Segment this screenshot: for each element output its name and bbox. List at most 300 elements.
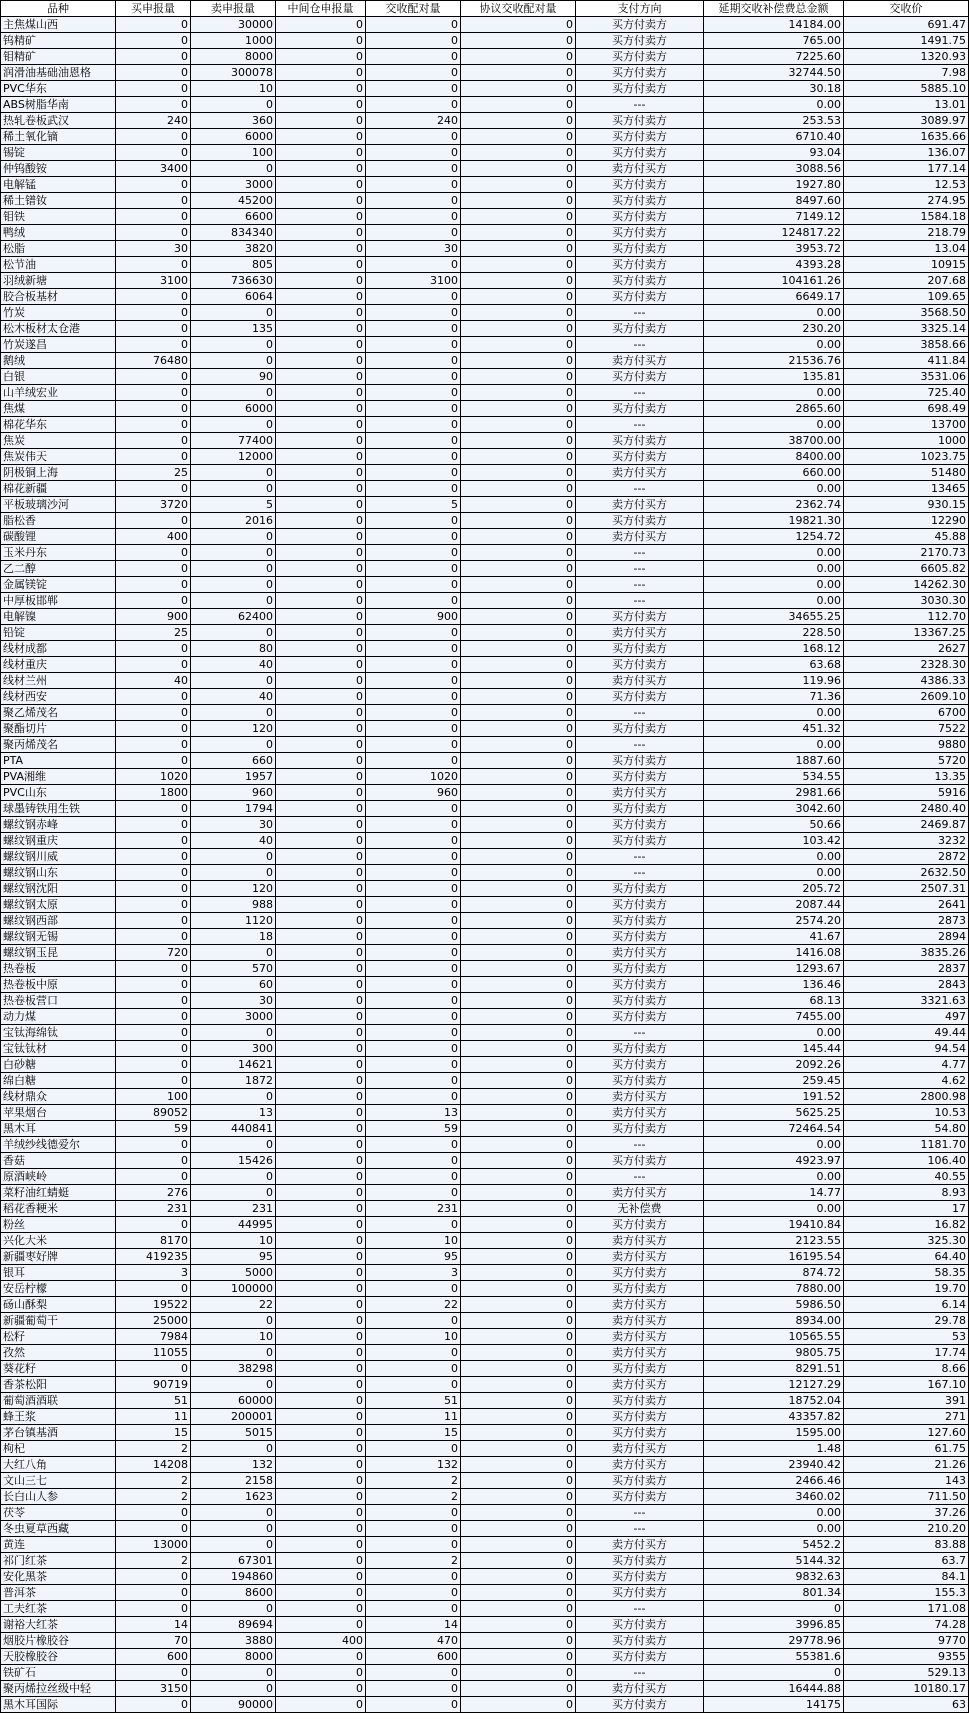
- cell-compensation-total: 16444.88: [704, 1681, 844, 1697]
- cell-intermediate-declared: 0: [276, 561, 366, 577]
- cell-intermediate-declared: 0: [276, 1537, 366, 1553]
- header-intermediate-declared: 中间仓申报量: [276, 1, 366, 17]
- cell-delivery-price: 112.70: [844, 609, 969, 625]
- table-row: [1, 625, 969, 641]
- cell-variety: PTA: [1, 753, 116, 769]
- cell-compensation-total: 5144.32: [704, 1553, 844, 1569]
- cell-variety: 钨精矿: [1, 33, 116, 49]
- cell-agreement-matched: 0: [461, 17, 576, 33]
- cell-delivery-price: 37.26: [844, 1505, 969, 1521]
- cell-delivery-matched: 0: [366, 865, 461, 881]
- table-row: [1, 321, 969, 337]
- cell-variety: 线材兰州: [1, 673, 116, 689]
- cell-intermediate-declared: 0: [276, 801, 366, 817]
- cell-variety: 鸭绒: [1, 225, 116, 241]
- cell-delivery-matched: 0: [366, 97, 461, 113]
- cell-payment-direction: 买方付卖方: [576, 1585, 704, 1601]
- cell-variety: 热卷板营口: [1, 993, 116, 1009]
- cell-delivery-price: 218.79: [844, 225, 969, 241]
- cell-buy-declared: 0: [116, 481, 191, 497]
- cell-intermediate-declared: 0: [276, 369, 366, 385]
- cell-variety: 宝钛海绵钛: [1, 1025, 116, 1041]
- cell-sell-declared: 45200: [191, 193, 276, 209]
- cell-compensation-total: 8400.00: [704, 449, 844, 465]
- cell-compensation-total: 0.00: [704, 1521, 844, 1537]
- table-row: [1, 449, 969, 465]
- cell-buy-declared: 3100: [116, 273, 191, 289]
- cell-delivery-price: 497: [844, 1009, 969, 1025]
- table-row: [1, 1249, 969, 1265]
- cell-delivery-matched: 0: [366, 801, 461, 817]
- cell-buy-declared: 231: [116, 1201, 191, 1217]
- cell-sell-declared: 660: [191, 753, 276, 769]
- table-row: [1, 241, 969, 257]
- cell-sell-declared: 8000: [191, 49, 276, 65]
- cell-agreement-matched: 0: [461, 81, 576, 97]
- cell-payment-direction: 买方付卖方: [576, 145, 704, 161]
- table-row: [1, 577, 969, 593]
- cell-payment-direction: 买方付卖方: [576, 977, 704, 993]
- cell-delivery-price: 3030.30: [844, 593, 969, 609]
- cell-delivery-matched: 0: [366, 945, 461, 961]
- cell-intermediate-declared: 0: [276, 513, 366, 529]
- cell-payment-direction: 买方付卖方: [576, 609, 704, 625]
- cell-delivery-price: 109.65: [844, 289, 969, 305]
- cell-compensation-total: 3042.60: [704, 801, 844, 817]
- cell-payment-direction: 买方付卖方: [576, 257, 704, 273]
- cell-intermediate-declared: 0: [276, 17, 366, 33]
- cell-delivery-matched: 0: [366, 513, 461, 529]
- cell-agreement-matched: 0: [461, 177, 576, 193]
- cell-buy-declared: 0: [116, 513, 191, 529]
- cell-intermediate-declared: 0: [276, 1601, 366, 1617]
- cell-delivery-matched: 0: [366, 897, 461, 913]
- cell-buy-declared: 1800: [116, 785, 191, 801]
- cell-variety: 香菇: [1, 1153, 116, 1169]
- cell-buy-declared: 0: [116, 49, 191, 65]
- cell-sell-declared: 440841: [191, 1121, 276, 1137]
- cell-payment-direction: 卖方付买方: [576, 1681, 704, 1697]
- cell-payment-direction: ---: [576, 1665, 704, 1681]
- cell-sell-declared: 960: [191, 785, 276, 801]
- cell-payment-direction: 买方付卖方: [576, 689, 704, 705]
- cell-variety: 谢裕大红茶: [1, 1617, 116, 1633]
- cell-compensation-total: 1927.80: [704, 177, 844, 193]
- cell-delivery-matched: 0: [366, 1361, 461, 1377]
- table-row: [1, 289, 969, 305]
- cell-delivery-matched: 0: [366, 577, 461, 593]
- cell-intermediate-declared: 0: [276, 1361, 366, 1377]
- cell-payment-direction: 卖方付买方: [576, 1457, 704, 1473]
- cell-sell-declared: 13: [191, 1105, 276, 1121]
- cell-delivery-price: 3325.14: [844, 321, 969, 337]
- cell-delivery-matched: 0: [366, 1089, 461, 1105]
- cell-agreement-matched: 0: [461, 1265, 576, 1281]
- cell-payment-direction: ---: [576, 337, 704, 353]
- cell-sell-declared: 89694: [191, 1617, 276, 1633]
- cell-delivery-price: 1491.75: [844, 33, 969, 49]
- cell-delivery-matched: 13: [366, 1105, 461, 1121]
- cell-variety: 碳酸锂: [1, 529, 116, 545]
- table-row: [1, 417, 969, 433]
- cell-delivery-price: 3321.63: [844, 993, 969, 1009]
- cell-sell-declared: 120: [191, 721, 276, 737]
- cell-delivery-matched: 0: [366, 369, 461, 385]
- cell-delivery-price: 391: [844, 1393, 969, 1409]
- cell-delivery-price: 691.47: [844, 17, 969, 33]
- table-row: [1, 1505, 969, 1521]
- cell-payment-direction: 买方付卖方: [576, 1489, 704, 1505]
- cell-delivery-matched: 960: [366, 785, 461, 801]
- cell-compensation-total: 2574.20: [704, 913, 844, 929]
- cell-sell-declared: 0: [191, 577, 276, 593]
- cell-intermediate-declared: 0: [276, 289, 366, 305]
- cell-delivery-price: 54.80: [844, 1121, 969, 1137]
- cell-intermediate-declared: 0: [276, 1505, 366, 1521]
- cell-delivery-matched: 0: [366, 833, 461, 849]
- cell-payment-direction: 卖方付买方: [576, 353, 704, 369]
- cell-delivery-matched: 0: [366, 561, 461, 577]
- cell-buy-declared: 3: [116, 1265, 191, 1281]
- cell-intermediate-declared: 0: [276, 1233, 366, 1249]
- cell-buy-declared: 0: [116, 289, 191, 305]
- cell-buy-declared: 3400: [116, 161, 191, 177]
- cell-buy-declared: 0: [116, 1217, 191, 1233]
- cell-payment-direction: ---: [576, 1137, 704, 1153]
- cell-variety: 螺纹钢无锡: [1, 929, 116, 945]
- cell-sell-declared: 22: [191, 1297, 276, 1313]
- cell-agreement-matched: 0: [461, 1505, 576, 1521]
- cell-agreement-matched: 0: [461, 1617, 576, 1633]
- cell-agreement-matched: 0: [461, 1473, 576, 1489]
- cell-agreement-matched: 0: [461, 193, 576, 209]
- cell-buy-declared: 40: [116, 673, 191, 689]
- cell-delivery-price: 61.75: [844, 1441, 969, 1457]
- table-row: [1, 225, 969, 241]
- cell-delivery-price: 9880: [844, 737, 969, 753]
- table-row: [1, 369, 969, 385]
- cell-buy-declared: 0: [116, 913, 191, 929]
- cell-compensation-total: 0.00: [704, 1505, 844, 1521]
- table-row: [1, 513, 969, 529]
- cell-variety: 玉米丹东: [1, 545, 116, 561]
- table-row: [1, 641, 969, 657]
- cell-payment-direction: 买方付卖方: [576, 881, 704, 897]
- cell-intermediate-declared: 0: [276, 1441, 366, 1457]
- cell-variety: PVA湘维: [1, 769, 116, 785]
- cell-payment-direction: 买方付卖方: [576, 1057, 704, 1073]
- cell-variety: 山羊绒宏业: [1, 385, 116, 401]
- cell-agreement-matched: 0: [461, 145, 576, 161]
- cell-sell-declared: 0: [191, 1521, 276, 1537]
- cell-intermediate-declared: 0: [276, 593, 366, 609]
- header-compensation-total: 延期交收补偿费总金额: [704, 1, 844, 17]
- table-row: [1, 737, 969, 753]
- cell-buy-declared: 0: [116, 193, 191, 209]
- table-row: [1, 993, 969, 1009]
- cell-buy-declared: 0: [116, 209, 191, 225]
- cell-agreement-matched: 0: [461, 1009, 576, 1025]
- cell-buy-declared: 0: [116, 993, 191, 1009]
- cell-intermediate-declared: 0: [276, 1073, 366, 1089]
- cell-agreement-matched: 0: [461, 1425, 576, 1441]
- cell-delivery-price: 19.70: [844, 1281, 969, 1297]
- cell-delivery-matched: 0: [366, 65, 461, 81]
- table-row: [1, 337, 969, 353]
- cell-agreement-matched: 0: [461, 273, 576, 289]
- cell-intermediate-declared: 0: [276, 1345, 366, 1361]
- cell-agreement-matched: 0: [461, 1169, 576, 1185]
- cell-payment-direction: 买方付卖方: [576, 433, 704, 449]
- cell-compensation-total: 1.48: [704, 1441, 844, 1457]
- cell-agreement-matched: 0: [461, 1665, 576, 1681]
- table-row: [1, 1473, 969, 1489]
- table-row: [1, 65, 969, 81]
- cell-compensation-total: 0.00: [704, 337, 844, 353]
- cell-compensation-total: 7880.00: [704, 1281, 844, 1297]
- cell-compensation-total: 205.72: [704, 881, 844, 897]
- cell-compensation-total: 168.12: [704, 641, 844, 657]
- cell-delivery-matched: 51: [366, 1393, 461, 1409]
- cell-variety: 聚酯切片: [1, 721, 116, 737]
- cell-payment-direction: ---: [576, 737, 704, 753]
- cell-compensation-total: 2087.44: [704, 897, 844, 913]
- cell-agreement-matched: 0: [461, 1217, 576, 1233]
- cell-delivery-price: 51480: [844, 465, 969, 481]
- cell-sell-declared: 0: [191, 417, 276, 433]
- cell-compensation-total: 12127.29: [704, 1377, 844, 1393]
- cell-delivery-price: 5885.10: [844, 81, 969, 97]
- cell-agreement-matched: 0: [461, 1489, 576, 1505]
- cell-compensation-total: 63.68: [704, 657, 844, 673]
- cell-payment-direction: 买方付卖方: [576, 993, 704, 1009]
- cell-intermediate-declared: 0: [276, 1665, 366, 1681]
- cell-sell-declared: 1872: [191, 1073, 276, 1089]
- cell-agreement-matched: 0: [461, 481, 576, 497]
- table-row: [1, 785, 969, 801]
- cell-sell-declared: 0: [191, 865, 276, 881]
- cell-sell-declared: 1957: [191, 769, 276, 785]
- cell-delivery-matched: 0: [366, 417, 461, 433]
- table-row: [1, 353, 969, 369]
- cell-delivery-price: 21.26: [844, 1457, 969, 1473]
- cell-buy-declared: 2: [116, 1553, 191, 1569]
- table-row: [1, 1105, 969, 1121]
- cell-payment-direction: ---: [576, 545, 704, 561]
- cell-intermediate-declared: 0: [276, 257, 366, 273]
- cell-payment-direction: 买方付卖方: [576, 1649, 704, 1665]
- cell-compensation-total: 3088.56: [704, 161, 844, 177]
- cell-buy-declared: 2: [116, 1489, 191, 1505]
- table-row: [1, 561, 969, 577]
- table-row: [1, 1121, 969, 1137]
- cell-payment-direction: 买方付卖方: [576, 1073, 704, 1089]
- cell-sell-declared: 5: [191, 497, 276, 513]
- cell-buy-declared: 11055: [116, 1345, 191, 1361]
- cell-buy-declared: 0: [116, 305, 191, 321]
- cell-variety: 竹炭遂昌: [1, 337, 116, 353]
- cell-sell-declared: 300078: [191, 65, 276, 81]
- cell-buy-declared: 100: [116, 1089, 191, 1105]
- cell-delivery-price: 210.20: [844, 1521, 969, 1537]
- cell-variety: PVC华东: [1, 81, 116, 97]
- cell-sell-declared: 231: [191, 1201, 276, 1217]
- cell-agreement-matched: 0: [461, 1313, 576, 1329]
- cell-delivery-price: 94.54: [844, 1041, 969, 1057]
- cell-buy-declared: 76480: [116, 353, 191, 369]
- cell-intermediate-declared: 0: [276, 1297, 366, 1313]
- cell-sell-declared: 80: [191, 641, 276, 657]
- cell-compensation-total: 5986.50: [704, 1297, 844, 1313]
- header-agreement-matched: 协议交收配对量: [461, 1, 576, 17]
- cell-compensation-total: 0.00: [704, 97, 844, 113]
- cell-compensation-total: 3953.72: [704, 241, 844, 257]
- cell-delivery-matched: 0: [366, 33, 461, 49]
- cell-buy-declared: 3150: [116, 1681, 191, 1697]
- cell-variety: 动力煤: [1, 1009, 116, 1025]
- cell-agreement-matched: 0: [461, 1137, 576, 1153]
- cell-buy-declared: 0: [116, 97, 191, 113]
- cell-agreement-matched: 0: [461, 289, 576, 305]
- cell-intermediate-declared: 0: [276, 897, 366, 913]
- table-row: [1, 1217, 969, 1233]
- cell-delivery-price: 411.84: [844, 353, 969, 369]
- cell-delivery-matched: 0: [366, 1009, 461, 1025]
- cell-delivery-price: 325.30: [844, 1233, 969, 1249]
- cell-agreement-matched: 0: [461, 1153, 576, 1169]
- cell-delivery-matched: 0: [366, 993, 461, 1009]
- cell-agreement-matched: 0: [461, 593, 576, 609]
- table-row: [1, 1697, 969, 1713]
- cell-variety: 茅台镇基酒: [1, 1425, 116, 1441]
- cell-intermediate-declared: 0: [276, 1393, 366, 1409]
- cell-intermediate-declared: 0: [276, 161, 366, 177]
- cell-variety: 普洱茶: [1, 1585, 116, 1601]
- table-row: [1, 897, 969, 913]
- cell-intermediate-declared: 0: [276, 1121, 366, 1137]
- cell-intermediate-declared: 0: [276, 545, 366, 561]
- cell-buy-declared: 0: [116, 1569, 191, 1585]
- table-row: [1, 209, 969, 225]
- cell-sell-declared: 95: [191, 1249, 276, 1265]
- cell-sell-declared: 0: [191, 1345, 276, 1361]
- table-row: [1, 385, 969, 401]
- cell-delivery-matched: 30: [366, 241, 461, 257]
- cell-variety: 螺纹钢玉昆: [1, 945, 116, 961]
- cell-sell-declared: 100: [191, 145, 276, 161]
- cell-intermediate-declared: 0: [276, 337, 366, 353]
- cell-variety: 聚丙烯茂名: [1, 737, 116, 753]
- cell-variety: 原酒峡岭: [1, 1169, 116, 1185]
- cell-delivery-price: 63.7: [844, 1553, 969, 1569]
- cell-payment-direction: ---: [576, 1025, 704, 1041]
- cell-buy-declared: 0: [116, 1697, 191, 1713]
- cell-variety: 棉花新疆: [1, 481, 116, 497]
- table-row: [1, 257, 969, 273]
- cell-payment-direction: 买方付卖方: [576, 913, 704, 929]
- cell-delivery-matched: 0: [366, 1665, 461, 1681]
- cell-sell-declared: 135: [191, 321, 276, 337]
- table-row: [1, 833, 969, 849]
- table-row: [1, 433, 969, 449]
- cell-intermediate-declared: 0: [276, 1409, 366, 1425]
- cell-intermediate-declared: 0: [276, 465, 366, 481]
- cell-delivery-matched: 900: [366, 609, 461, 625]
- cell-delivery-price: 10915: [844, 257, 969, 273]
- cell-sell-declared: 0: [191, 737, 276, 753]
- cell-sell-declared: 10: [191, 1233, 276, 1249]
- cell-sell-declared: 0: [191, 1681, 276, 1697]
- cell-sell-declared: 14621: [191, 1057, 276, 1073]
- cell-intermediate-declared: 0: [276, 1265, 366, 1281]
- cell-buy-declared: 0: [116, 17, 191, 33]
- cell-buy-declared: 0: [116, 177, 191, 193]
- table-row: [1, 1617, 969, 1633]
- cell-payment-direction: 买方付卖方: [576, 641, 704, 657]
- table-row: [1, 1137, 969, 1153]
- cell-intermediate-declared: 0: [276, 1649, 366, 1665]
- cell-variety: 烟胶片橡胶谷: [1, 1633, 116, 1649]
- cell-agreement-matched: 0: [461, 385, 576, 401]
- cell-variety: 苹果烟台: [1, 1105, 116, 1121]
- cell-intermediate-declared: 0: [276, 1153, 366, 1169]
- cell-sell-declared: 62400: [191, 609, 276, 625]
- cell-intermediate-declared: 0: [276, 225, 366, 241]
- cell-agreement-matched: 0: [461, 945, 576, 961]
- cell-compensation-total: 41.67: [704, 929, 844, 945]
- cell-intermediate-declared: 0: [276, 673, 366, 689]
- table-row: [1, 673, 969, 689]
- cell-compensation-total: 230.20: [704, 321, 844, 337]
- cell-intermediate-declared: 0: [276, 385, 366, 401]
- cell-buy-declared: 0: [116, 369, 191, 385]
- cell-delivery-price: 17.74: [844, 1345, 969, 1361]
- cell-delivery-matched: 240: [366, 113, 461, 129]
- cell-intermediate-declared: 0: [276, 433, 366, 449]
- cell-delivery-price: 10.53: [844, 1105, 969, 1121]
- cell-agreement-matched: 0: [461, 465, 576, 481]
- cell-agreement-matched: 0: [461, 1697, 576, 1713]
- cell-variety: 安化黑茶: [1, 1569, 116, 1585]
- cell-variety: 天胶橡胶谷: [1, 1649, 116, 1665]
- cell-sell-declared: 0: [191, 849, 276, 865]
- cell-sell-declared: 0: [191, 945, 276, 961]
- cell-variety: 球墨铸铁用生铁: [1, 801, 116, 817]
- cell-agreement-matched: 0: [461, 113, 576, 129]
- cell-intermediate-declared: 0: [276, 1201, 366, 1217]
- cell-sell-declared: 6600: [191, 209, 276, 225]
- cell-agreement-matched: 0: [461, 321, 576, 337]
- cell-sell-declared: 40: [191, 833, 276, 849]
- cell-delivery-price: 4.62: [844, 1073, 969, 1089]
- cell-buy-declared: 3720: [116, 497, 191, 513]
- table-row: [1, 753, 969, 769]
- cell-payment-direction: 买方付卖方: [576, 1009, 704, 1025]
- table-row: [1, 657, 969, 673]
- cell-agreement-matched: 0: [461, 257, 576, 273]
- cell-delivery-price: 2609.10: [844, 689, 969, 705]
- cell-delivery-price: 3835.26: [844, 945, 969, 961]
- cell-compensation-total: 874.72: [704, 1265, 844, 1281]
- table-row: [1, 465, 969, 481]
- cell-delivery-price: 58.35: [844, 1265, 969, 1281]
- cell-agreement-matched: 0: [461, 1201, 576, 1217]
- cell-delivery-matched: 0: [366, 657, 461, 673]
- cell-delivery-matched: 0: [366, 1217, 461, 1233]
- cell-payment-direction: 卖方付买方: [576, 1185, 704, 1201]
- cell-payment-direction: 卖方付买方: [576, 1233, 704, 1249]
- cell-intermediate-declared: 0: [276, 1457, 366, 1473]
